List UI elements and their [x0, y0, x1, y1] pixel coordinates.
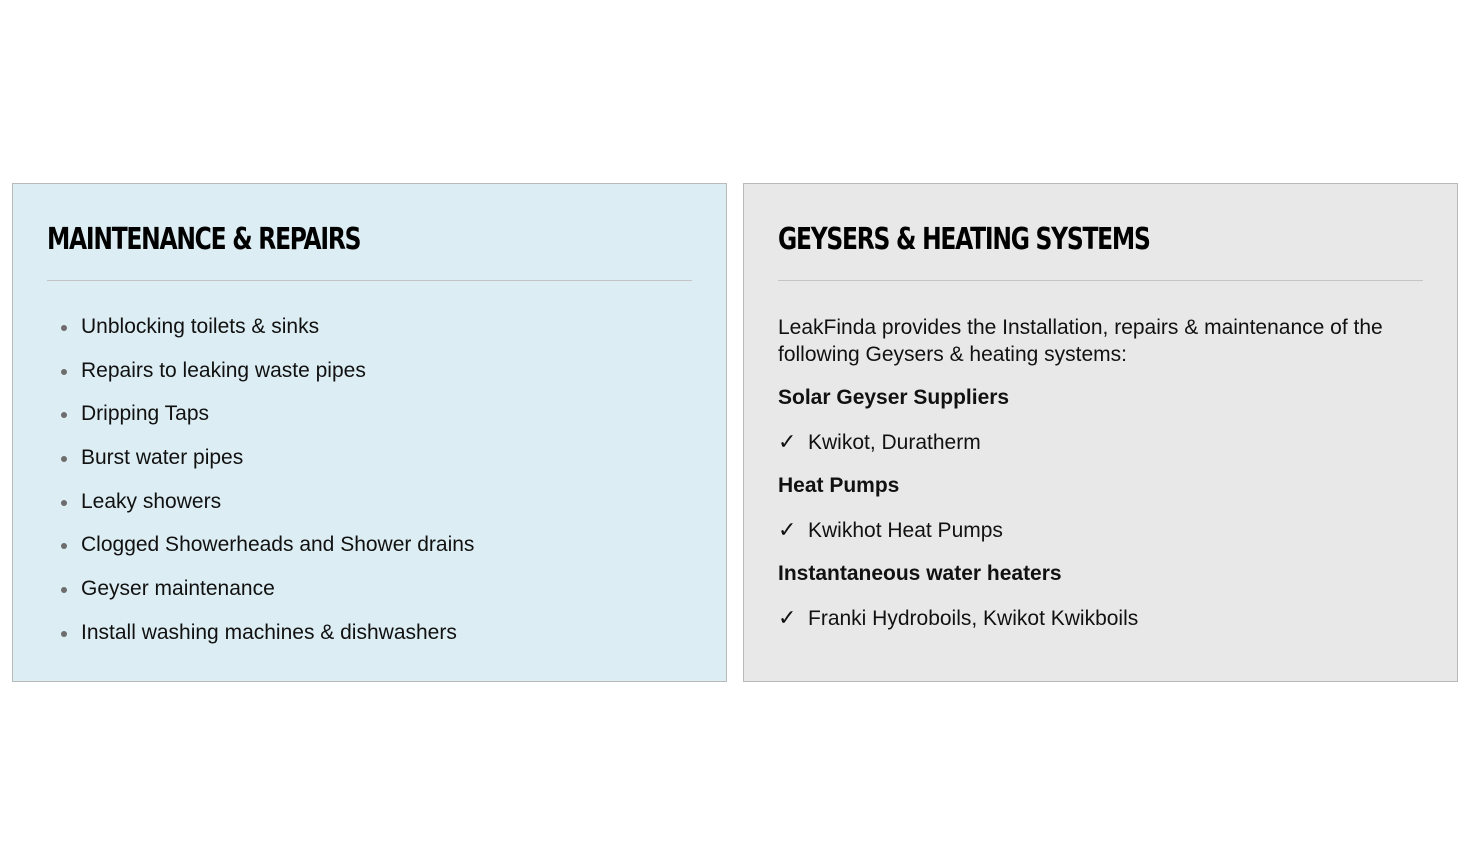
list-item-text: Dripping Taps — [81, 402, 210, 426]
group-detail-heat-pumps — [778, 517, 1428, 544]
group-heading-instantaneous: Instantaneous water heaters — [778, 562, 1062, 585]
maintenance-list — [61, 313, 474, 663]
title-divider — [778, 280, 1423, 281]
list-item — [61, 357, 474, 401]
group-detail-instantaneous — [778, 605, 1428, 632]
list-item-text: Install washing machines & dishwashers — [81, 620, 457, 644]
checkmark-icon: ✓ — [778, 606, 797, 631]
list-item-text: Repairs to leaking waste pipes — [81, 358, 366, 382]
geysers-heating-title: GEYSERS & HEATING SYSTEMS — [778, 222, 1150, 257]
maintenance-repairs-panel — [12, 183, 727, 682]
checkmark-icon: ✓ — [778, 430, 797, 455]
list-item — [61, 575, 474, 619]
list-item — [61, 531, 474, 575]
group-heading-heat-pumps: Heat Pumps — [778, 474, 900, 497]
list-item — [61, 488, 474, 532]
list-item — [61, 619, 474, 663]
list-item-text: Leaky showers — [81, 489, 222, 513]
intro-text: LeakFinda provides the Installation, repairs & maintenance of the following Geysers & heating systems: — [778, 316, 1383, 366]
list-item-text: Clogged Showerheads and Shower drains — [81, 533, 475, 557]
group-heading-solar: Solar Geyser Suppliers — [778, 386, 1010, 409]
bullet-icon — [61, 631, 67, 637]
bullet-icon — [61, 456, 67, 462]
title-divider — [47, 280, 692, 281]
list-item-text: Geyser maintenance — [81, 577, 275, 601]
maintenance-repairs-title: MAINTENANCE & REPAIRS — [47, 222, 361, 257]
list-item-text: Burst water pipes — [81, 446, 244, 470]
detail-text: Franki Hydroboils, Kwikot Kwikboils — [808, 607, 1139, 630]
bullet-icon — [61, 369, 67, 375]
list-item — [61, 313, 474, 357]
geysers-content — [778, 314, 1428, 632]
list-item — [61, 444, 474, 488]
list-item-text: Unblocking toilets & sinks — [81, 315, 320, 338]
geysers-heating-panel — [743, 183, 1458, 682]
bullet-icon — [61, 500, 67, 506]
detail-text: Kwikhot Heat Pumps — [808, 519, 1003, 542]
bullet-icon — [61, 325, 67, 331]
list-item — [61, 400, 474, 444]
bullet-icon — [61, 412, 67, 418]
detail-text: Kwikot, Duratherm — [808, 431, 981, 454]
group-detail-solar — [778, 429, 1428, 456]
bullet-icon — [61, 543, 67, 549]
checkmark-icon: ✓ — [778, 518, 797, 543]
bullet-icon — [61, 587, 67, 593]
